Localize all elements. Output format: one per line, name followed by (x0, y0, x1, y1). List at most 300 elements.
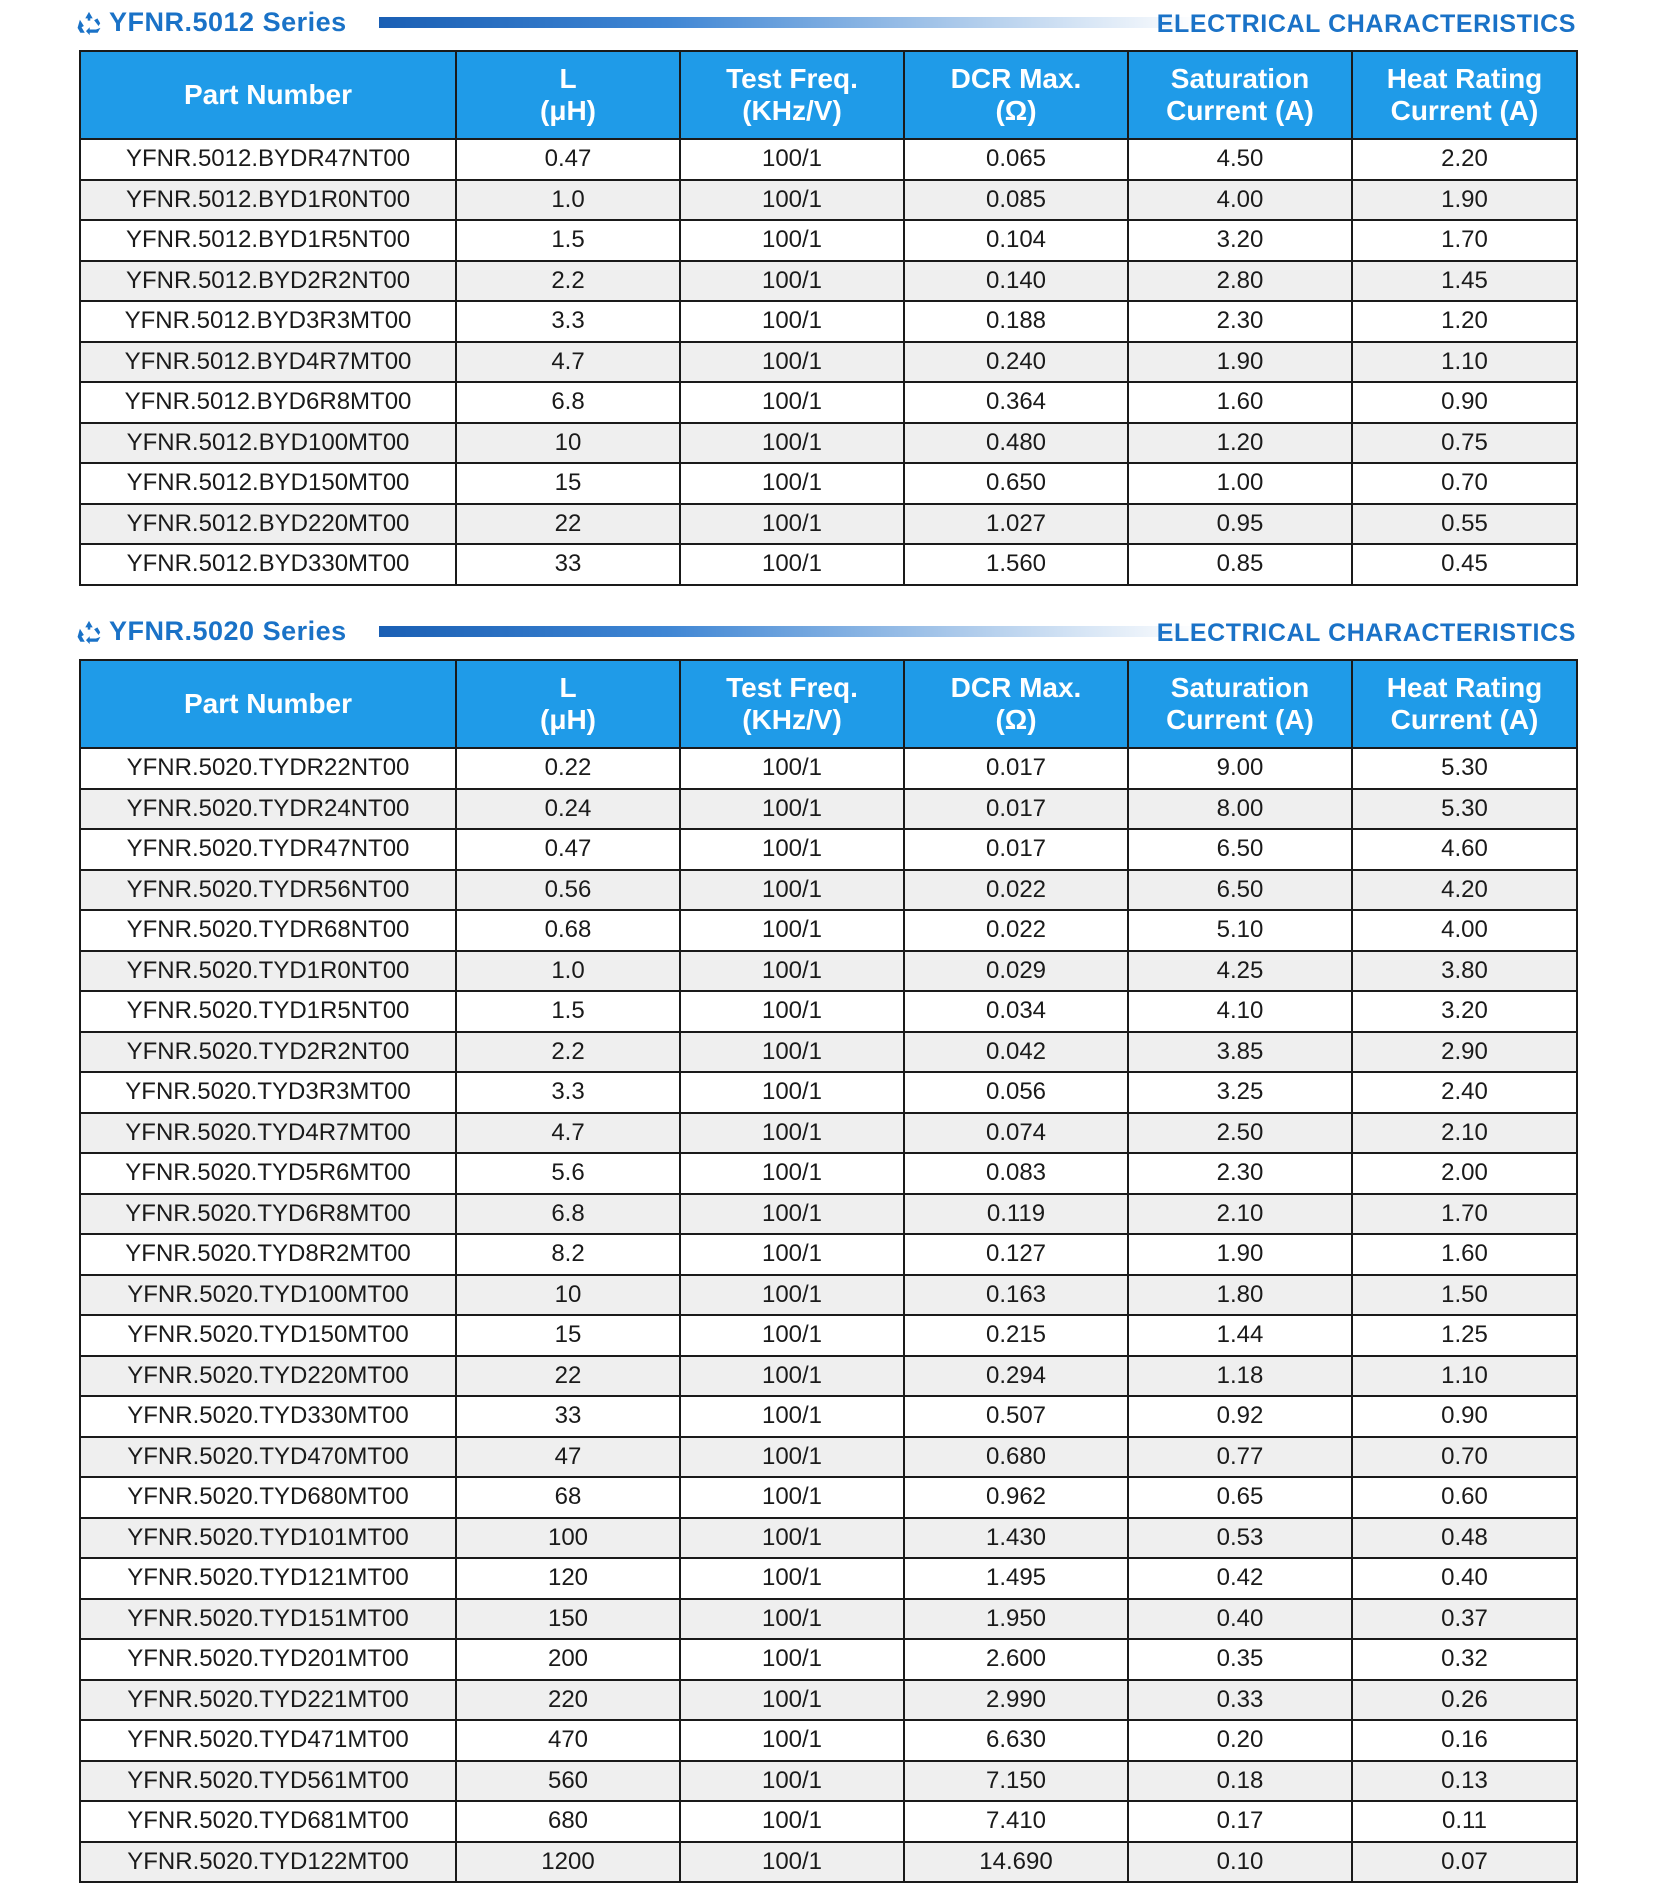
cell-part-number: YFNR.5020.TYD2R2NT00 (80, 1032, 456, 1073)
cell-saturation-current: 4.00 (1128, 180, 1352, 221)
cell-part-number: YFNR.5020.TYD100MT00 (80, 1275, 456, 1316)
cell-saturation-current: 1.18 (1128, 1356, 1352, 1397)
col-saturation-current: Saturation Current (A) (1128, 51, 1352, 139)
cell-test-freq: 100/1 (680, 1599, 904, 1640)
col-inductance: L (μH) (456, 51, 680, 139)
cell-heat-rating-current: 0.90 (1352, 1396, 1577, 1437)
cell-inductance: 680 (456, 1801, 680, 1842)
cell-test-freq: 100/1 (680, 1680, 904, 1721)
cell-test-freq: 100/1 (680, 910, 904, 951)
cell-part-number: YFNR.5020.TYD151MT00 (80, 1599, 456, 1640)
cell-test-freq: 100/1 (680, 1113, 904, 1154)
table-row (80, 544, 1577, 585)
col-saturation-current: Saturation Current (A) (1128, 660, 1352, 748)
cell-inductance: 3.3 (456, 301, 680, 342)
cell-saturation-current: 4.25 (1128, 951, 1352, 992)
cell-dcr-max: 0.017 (904, 748, 1128, 789)
cell-inductance: 560 (456, 1761, 680, 1802)
cell-dcr-max: 0.065 (904, 139, 1128, 180)
cell-saturation-current: 1.90 (1128, 342, 1352, 383)
cell-dcr-max: 0.680 (904, 1437, 1128, 1478)
cell-dcr-max: 0.085 (904, 180, 1128, 221)
cell-part-number: YFNR.5020.TYDR56NT00 (80, 870, 456, 911)
cell-test-freq: 100/1 (680, 1720, 904, 1761)
cell-part-number: YFNR.5020.TYD101MT00 (80, 1518, 456, 1559)
cell-dcr-max: 0.034 (904, 991, 1128, 1032)
cell-part-number: YFNR.5020.TYDR22NT00 (80, 748, 456, 789)
cell-heat-rating-current: 5.30 (1352, 748, 1577, 789)
cell-saturation-current: 0.92 (1128, 1396, 1352, 1437)
cell-dcr-max: 0.163 (904, 1275, 1128, 1316)
cell-inductance: 68 (456, 1477, 680, 1518)
cell-test-freq: 100/1 (680, 139, 904, 180)
spec-table (79, 659, 1578, 1883)
cell-part-number: YFNR.5012.BYD2R2NT00 (80, 261, 456, 302)
cell-dcr-max: 2.990 (904, 1680, 1128, 1721)
cell-saturation-current: 0.17 (1128, 1801, 1352, 1842)
cell-heat-rating-current: 0.16 (1352, 1720, 1577, 1761)
cell-inductance: 0.24 (456, 789, 680, 830)
cell-part-number: YFNR.5012.BYD1R0NT00 (80, 180, 456, 221)
table-body (80, 139, 1577, 585)
cell-dcr-max: 0.650 (904, 463, 1128, 504)
cell-part-number: YFNR.5020.TYD680MT00 (80, 1477, 456, 1518)
cell-saturation-current: 0.42 (1128, 1558, 1352, 1599)
cell-heat-rating-current: 1.50 (1352, 1275, 1577, 1316)
cell-test-freq: 100/1 (680, 1477, 904, 1518)
section-header (79, 613, 1576, 659)
header-gradient-bar (379, 17, 1199, 28)
cell-test-freq: 100/1 (680, 301, 904, 342)
cell-part-number: YFNR.5020.TYDR68NT00 (80, 910, 456, 951)
cell-saturation-current: 0.85 (1128, 544, 1352, 585)
cell-heat-rating-current: 2.20 (1352, 139, 1577, 180)
cell-test-freq: 100/1 (680, 504, 904, 545)
col-dcr-max: DCR Max. (Ω) (904, 660, 1128, 748)
cell-heat-rating-current: 1.45 (1352, 261, 1577, 302)
cell-inductance: 10 (456, 423, 680, 464)
cell-dcr-max: 1.430 (904, 1518, 1128, 1559)
cell-test-freq: 100/1 (680, 951, 904, 992)
cell-heat-rating-current: 0.70 (1352, 463, 1577, 504)
cell-dcr-max: 0.507 (904, 1396, 1128, 1437)
cell-inductance: 10 (456, 1275, 680, 1316)
cell-saturation-current: 0.77 (1128, 1437, 1352, 1478)
cell-dcr-max: 0.140 (904, 261, 1128, 302)
cell-heat-rating-current: 0.70 (1352, 1437, 1577, 1478)
cell-test-freq: 100/1 (680, 1761, 904, 1802)
cell-part-number: YFNR.5012.BYD330MT00 (80, 544, 456, 585)
cell-part-number: YFNR.5012.BYD220MT00 (80, 504, 456, 545)
col-dcr-max: DCR Max. (Ω) (904, 51, 1128, 139)
table-row (80, 1234, 1577, 1275)
cell-inductance: 22 (456, 504, 680, 545)
cell-test-freq: 100/1 (680, 991, 904, 1032)
cell-heat-rating-current: 2.40 (1352, 1072, 1577, 1113)
cell-saturation-current: 2.50 (1128, 1113, 1352, 1154)
cell-dcr-max: 2.600 (904, 1639, 1128, 1680)
table-row (80, 382, 1577, 423)
cell-test-freq: 100/1 (680, 1518, 904, 1559)
cell-dcr-max: 0.127 (904, 1234, 1128, 1275)
table-row (80, 1356, 1577, 1397)
cell-part-number: YFNR.5020.TYD1R0NT00 (80, 951, 456, 992)
cell-saturation-current: 0.95 (1128, 504, 1352, 545)
cell-heat-rating-current: 1.10 (1352, 1356, 1577, 1397)
series-section-5020 (79, 613, 1576, 1883)
cell-saturation-current: 2.30 (1128, 301, 1352, 342)
table-row (80, 1558, 1577, 1599)
table-row (80, 139, 1577, 180)
col-heat-rating-current: Heat Rating Current (A) (1352, 51, 1577, 139)
table-row (80, 1720, 1577, 1761)
table-row (80, 910, 1577, 951)
electrical-characteristics-title: ELECTRICAL CHARACTERISTICS (1156, 619, 1576, 647)
series-title-text: YFNR.5020 Series (109, 616, 347, 646)
table-row (80, 1153, 1577, 1194)
cell-part-number: YFNR.5020.TYD221MT00 (80, 1680, 456, 1721)
cell-inductance: 0.47 (456, 139, 680, 180)
cell-dcr-max: 0.074 (904, 1113, 1128, 1154)
cell-dcr-max: 0.188 (904, 301, 1128, 342)
cell-heat-rating-current: 4.00 (1352, 910, 1577, 951)
cell-test-freq: 100/1 (680, 261, 904, 302)
cell-test-freq: 100/1 (680, 463, 904, 504)
cell-saturation-current: 2.10 (1128, 1194, 1352, 1235)
cell-saturation-current: 8.00 (1128, 789, 1352, 830)
cell-inductance: 150 (456, 1599, 680, 1640)
cell-saturation-current: 1.90 (1128, 1234, 1352, 1275)
cell-inductance: 1.5 (456, 991, 680, 1032)
cell-test-freq: 100/1 (680, 1153, 904, 1194)
cell-saturation-current: 5.10 (1128, 910, 1352, 951)
cell-dcr-max: 0.119 (904, 1194, 1128, 1235)
cell-test-freq: 100/1 (680, 870, 904, 911)
table-row (80, 1072, 1577, 1113)
cell-heat-rating-current: 0.11 (1352, 1801, 1577, 1842)
table-body (80, 748, 1577, 1882)
cell-heat-rating-current: 3.20 (1352, 991, 1577, 1032)
cell-saturation-current: 3.25 (1128, 1072, 1352, 1113)
cell-dcr-max: 0.104 (904, 220, 1128, 261)
cell-test-freq: 100/1 (680, 342, 904, 383)
cell-heat-rating-current: 3.80 (1352, 951, 1577, 992)
cell-heat-rating-current: 0.90 (1352, 382, 1577, 423)
cell-inductance: 100 (456, 1518, 680, 1559)
col-test-freq: Test Freq. (KHz/V) (680, 660, 904, 748)
cell-saturation-current: 0.10 (1128, 1842, 1352, 1883)
cell-saturation-current: 3.20 (1128, 220, 1352, 261)
table-row (80, 220, 1577, 261)
cell-part-number: YFNR.5020.TYD3R3MT00 (80, 1072, 456, 1113)
table-row (80, 1639, 1577, 1680)
table-row (80, 1761, 1577, 1802)
cell-saturation-current: 1.20 (1128, 423, 1352, 464)
cell-part-number: YFNR.5012.BYDR47NT00 (80, 139, 456, 180)
cell-test-freq: 100/1 (680, 1032, 904, 1073)
table-row (80, 342, 1577, 383)
cell-test-freq: 100/1 (680, 1639, 904, 1680)
cell-test-freq: 100/1 (680, 1396, 904, 1437)
cell-saturation-current: 0.18 (1128, 1761, 1352, 1802)
cell-heat-rating-current: 4.20 (1352, 870, 1577, 911)
cell-dcr-max: 14.690 (904, 1842, 1128, 1883)
cell-test-freq: 100/1 (680, 1437, 904, 1478)
cell-test-freq: 100/1 (680, 748, 904, 789)
cell-inductance: 6.8 (456, 382, 680, 423)
cell-test-freq: 100/1 (680, 220, 904, 261)
table-row (80, 991, 1577, 1032)
cell-dcr-max: 0.042 (904, 1032, 1128, 1073)
section-header (79, 4, 1576, 50)
cell-part-number: YFNR.5012.BYD3R3MT00 (80, 301, 456, 342)
cell-dcr-max: 0.022 (904, 910, 1128, 951)
table-row (80, 1113, 1577, 1154)
cell-heat-rating-current: 1.90 (1352, 180, 1577, 221)
cell-dcr-max: 0.056 (904, 1072, 1128, 1113)
cell-test-freq: 100/1 (680, 423, 904, 464)
cell-heat-rating-current: 1.70 (1352, 220, 1577, 261)
cell-dcr-max: 0.083 (904, 1153, 1128, 1194)
series-title-text: YFNR.5012 Series (109, 7, 347, 37)
cell-heat-rating-current: 1.10 (1352, 342, 1577, 383)
cell-inductance: 0.47 (456, 829, 680, 870)
cell-dcr-max: 1.027 (904, 504, 1128, 545)
cell-dcr-max: 7.410 (904, 1801, 1128, 1842)
table-row (80, 1396, 1577, 1437)
cell-heat-rating-current: 1.25 (1352, 1315, 1577, 1356)
table-row (80, 951, 1577, 992)
table-row (80, 748, 1577, 789)
cell-inductance: 3.3 (456, 1072, 680, 1113)
cell-part-number: YFNR.5012.BYD4R7MT00 (80, 342, 456, 383)
header-gradient-bar (379, 626, 1199, 637)
cell-test-freq: 100/1 (680, 1234, 904, 1275)
cell-inductance: 5.6 (456, 1153, 680, 1194)
cell-part-number: YFNR.5020.TYD471MT00 (80, 1720, 456, 1761)
cell-inductance: 2.2 (456, 261, 680, 302)
col-heat-rating-current: Heat Rating Current (A) (1352, 660, 1577, 748)
recycle-icon (75, 618, 103, 646)
table-row (80, 1518, 1577, 1559)
cell-heat-rating-current: 0.07 (1352, 1842, 1577, 1883)
cell-dcr-max: 6.630 (904, 1720, 1128, 1761)
series-title (75, 7, 347, 38)
cell-dcr-max: 0.022 (904, 870, 1128, 911)
table-row (80, 1801, 1577, 1842)
cell-saturation-current: 0.20 (1128, 1720, 1352, 1761)
cell-saturation-current: 1.80 (1128, 1275, 1352, 1316)
table-row (80, 789, 1577, 830)
cell-saturation-current: 2.80 (1128, 261, 1352, 302)
cell-part-number: YFNR.5020.TYD330MT00 (80, 1396, 456, 1437)
cell-saturation-current: 4.50 (1128, 139, 1352, 180)
table-row (80, 504, 1577, 545)
cell-part-number: YFNR.5020.TYD8R2MT00 (80, 1234, 456, 1275)
cell-heat-rating-current: 1.20 (1352, 301, 1577, 342)
cell-test-freq: 100/1 (680, 1801, 904, 1842)
table-row (80, 870, 1577, 911)
cell-heat-rating-current: 0.37 (1352, 1599, 1577, 1640)
cell-dcr-max: 1.495 (904, 1558, 1128, 1599)
cell-part-number: YFNR.5020.TYD5R6MT00 (80, 1153, 456, 1194)
cell-dcr-max: 1.560 (904, 544, 1128, 585)
cell-saturation-current: 2.30 (1128, 1153, 1352, 1194)
cell-part-number: YFNR.5020.TYD121MT00 (80, 1558, 456, 1599)
cell-inductance: 47 (456, 1437, 680, 1478)
cell-heat-rating-current: 0.48 (1352, 1518, 1577, 1559)
cell-part-number: YFNR.5020.TYD470MT00 (80, 1437, 456, 1478)
cell-heat-rating-current: 0.26 (1352, 1680, 1577, 1721)
col-test-freq: Test Freq. (KHz/V) (680, 51, 904, 139)
cell-test-freq: 100/1 (680, 1842, 904, 1883)
cell-part-number: YFNR.5020.TYD6R8MT00 (80, 1194, 456, 1235)
cell-saturation-current: 3.85 (1128, 1032, 1352, 1073)
cell-saturation-current: 1.44 (1128, 1315, 1352, 1356)
electrical-characteristics-title: ELECTRICAL CHARACTERISTICS (1156, 10, 1576, 38)
cell-test-freq: 100/1 (680, 1275, 904, 1316)
cell-dcr-max: 7.150 (904, 1761, 1128, 1802)
cell-heat-rating-current: 0.55 (1352, 504, 1577, 545)
table-row (80, 1599, 1577, 1640)
cell-inductance: 15 (456, 1315, 680, 1356)
table-header-row (80, 51, 1577, 139)
spec-table (79, 50, 1578, 586)
cell-inductance: 1.0 (456, 180, 680, 221)
cell-saturation-current: 1.60 (1128, 382, 1352, 423)
cell-dcr-max: 0.294 (904, 1356, 1128, 1397)
cell-inductance: 0.56 (456, 870, 680, 911)
cell-test-freq: 100/1 (680, 789, 904, 830)
cell-inductance: 200 (456, 1639, 680, 1680)
cell-dcr-max: 0.029 (904, 951, 1128, 992)
table-row (80, 463, 1577, 504)
cell-part-number: YFNR.5012.BYD150MT00 (80, 463, 456, 504)
cell-saturation-current: 0.35 (1128, 1639, 1352, 1680)
cell-part-number: YFNR.5020.TYD681MT00 (80, 1801, 456, 1842)
cell-inductance: 1.5 (456, 220, 680, 261)
table-row (80, 423, 1577, 464)
cell-part-number: YFNR.5020.TYD4R7MT00 (80, 1113, 456, 1154)
cell-heat-rating-current: 1.70 (1352, 1194, 1577, 1235)
cell-saturation-current: 0.53 (1128, 1518, 1352, 1559)
cell-part-number: YFNR.5020.TYD220MT00 (80, 1356, 456, 1397)
cell-inductance: 33 (456, 1396, 680, 1437)
col-inductance: L (μH) (456, 660, 680, 748)
cell-heat-rating-current: 4.60 (1352, 829, 1577, 870)
cell-part-number: YFNR.5020.TYDR47NT00 (80, 829, 456, 870)
cell-saturation-current: 1.00 (1128, 463, 1352, 504)
cell-part-number: YFNR.5020.TYD1R5NT00 (80, 991, 456, 1032)
cell-test-freq: 100/1 (680, 1558, 904, 1599)
cell-inductance: 8.2 (456, 1234, 680, 1275)
cell-inductance: 4.7 (456, 1113, 680, 1154)
cell-inductance: 0.22 (456, 748, 680, 789)
cell-saturation-current: 6.50 (1128, 829, 1352, 870)
cell-heat-rating-current: 0.13 (1352, 1761, 1577, 1802)
cell-test-freq: 100/1 (680, 829, 904, 870)
cell-heat-rating-current: 0.40 (1352, 1558, 1577, 1599)
cell-inductance: 6.8 (456, 1194, 680, 1235)
cell-test-freq: 100/1 (680, 1356, 904, 1397)
cell-saturation-current: 0.65 (1128, 1477, 1352, 1518)
cell-saturation-current: 0.40 (1128, 1599, 1352, 1640)
cell-inductance: 470 (456, 1720, 680, 1761)
cell-inductance: 120 (456, 1558, 680, 1599)
table-row (80, 180, 1577, 221)
cell-test-freq: 100/1 (680, 1194, 904, 1235)
cell-part-number: YFNR.5012.BYD1R5NT00 (80, 220, 456, 261)
cell-inductance: 22 (456, 1356, 680, 1397)
series-title (75, 616, 347, 647)
cell-test-freq: 100/1 (680, 180, 904, 221)
cell-test-freq: 100/1 (680, 544, 904, 585)
cell-saturation-current: 4.10 (1128, 991, 1352, 1032)
cell-part-number: YFNR.5020.TYD561MT00 (80, 1761, 456, 1802)
cell-dcr-max: 0.017 (904, 789, 1128, 830)
cell-inductance: 0.68 (456, 910, 680, 951)
cell-saturation-current: 0.33 (1128, 1680, 1352, 1721)
cell-inductance: 15 (456, 463, 680, 504)
cell-inductance: 33 (456, 544, 680, 585)
cell-heat-rating-current: 2.10 (1352, 1113, 1577, 1154)
table-row (80, 1842, 1577, 1883)
col-part-number: Part Number (80, 51, 456, 139)
table-row (80, 1275, 1577, 1316)
table-row (80, 261, 1577, 302)
cell-inductance: 1200 (456, 1842, 680, 1883)
cell-inductance: 220 (456, 1680, 680, 1721)
cell-dcr-max: 0.480 (904, 423, 1128, 464)
series-section-5012 (79, 4, 1576, 586)
table-row (80, 1477, 1577, 1518)
table-row (80, 1680, 1577, 1721)
cell-heat-rating-current: 0.45 (1352, 544, 1577, 585)
cell-heat-rating-current: 0.75 (1352, 423, 1577, 464)
cell-heat-rating-current: 2.90 (1352, 1032, 1577, 1073)
cell-part-number: YFNR.5020.TYD201MT00 (80, 1639, 456, 1680)
table-row (80, 1437, 1577, 1478)
cell-saturation-current: 6.50 (1128, 870, 1352, 911)
cell-dcr-max: 0.364 (904, 382, 1128, 423)
cell-dcr-max: 0.240 (904, 342, 1128, 383)
cell-part-number: YFNR.5020.TYD150MT00 (80, 1315, 456, 1356)
cell-heat-rating-current: 1.60 (1352, 1234, 1577, 1275)
table-row (80, 829, 1577, 870)
cell-test-freq: 100/1 (680, 1315, 904, 1356)
cell-heat-rating-current: 0.60 (1352, 1477, 1577, 1518)
cell-inductance: 1.0 (456, 951, 680, 992)
cell-part-number: YFNR.5012.BYD6R8MT00 (80, 382, 456, 423)
table-row (80, 1032, 1577, 1073)
cell-part-number: YFNR.5020.TYDR24NT00 (80, 789, 456, 830)
cell-heat-rating-current: 2.00 (1352, 1153, 1577, 1194)
cell-heat-rating-current: 0.32 (1352, 1639, 1577, 1680)
col-part-number: Part Number (80, 660, 456, 748)
cell-part-number: YFNR.5020.TYD122MT00 (80, 1842, 456, 1883)
cell-test-freq: 100/1 (680, 382, 904, 423)
table-header-row (80, 660, 1577, 748)
cell-part-number: YFNR.5012.BYD100MT00 (80, 423, 456, 464)
cell-inductance: 4.7 (456, 342, 680, 383)
cell-dcr-max: 0.017 (904, 829, 1128, 870)
table-row (80, 301, 1577, 342)
table-row (80, 1194, 1577, 1235)
cell-inductance: 2.2 (456, 1032, 680, 1073)
cell-dcr-max: 0.215 (904, 1315, 1128, 1356)
cell-test-freq: 100/1 (680, 1072, 904, 1113)
cell-heat-rating-current: 5.30 (1352, 789, 1577, 830)
